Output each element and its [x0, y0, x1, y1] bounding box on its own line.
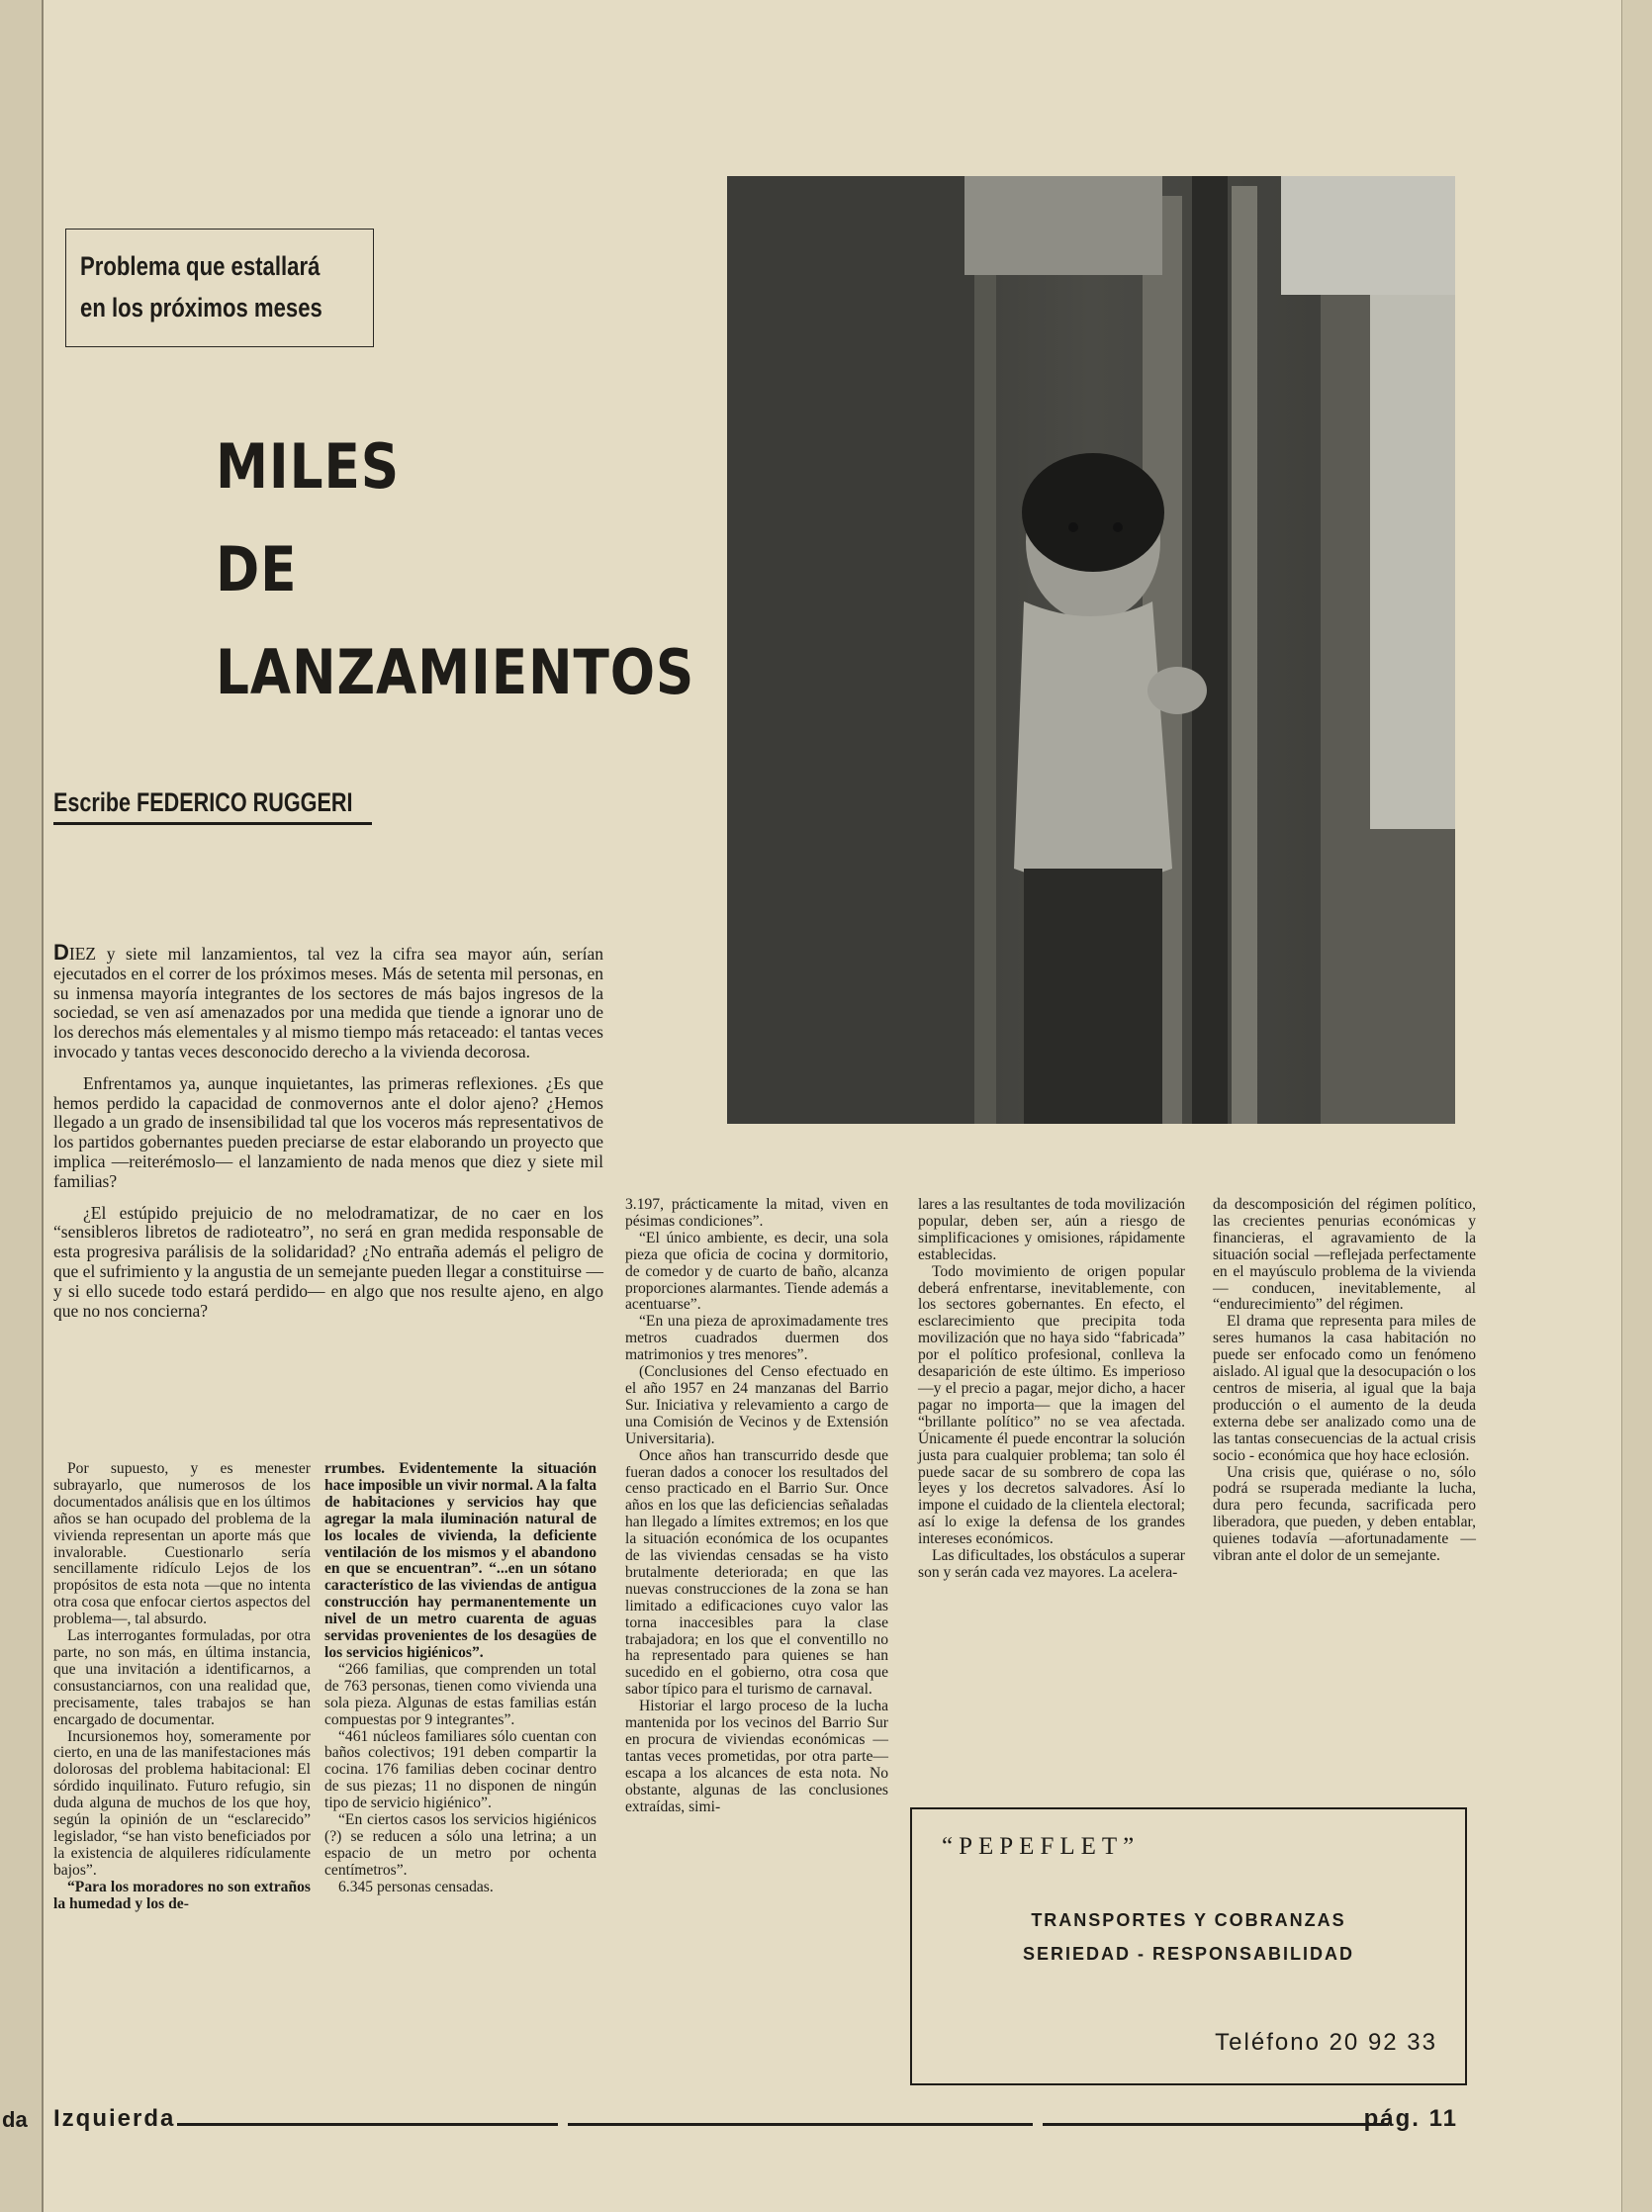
photo-illustration	[727, 176, 1455, 1124]
headline-line-2: DE	[216, 533, 298, 605]
col3-paragraph-1: 3.197, prácticamente la mitad, viven en pésimas condiciones”.	[625, 1196, 888, 1230]
kicker-box	[65, 229, 374, 347]
col2-paragraph-3: “461 núcleos familiares sólo cuentan con baños colectivos; 191 deben compartir la cocina. 176 familias deben cocinar dentro de sus piezas; 11 no disponen de ningún tipo de servicio higiénico”.	[324, 1727, 597, 1812]
body-column-2	[324, 1461, 597, 1896]
col5-paragraph-2: El drama que representa para miles de seres humanos la casa habitación no puede ser enfocado como un fenómeno aislado. Al igual que la desocupación o los centros de miseria, al igual que la baja producción o el aumento de la deuda externa debe ser analizado como una de las tantas consecuencias de la actual crisis socio - económica que hoy hace eclosión.	[1213, 1313, 1476, 1464]
col5-paragraph-1: da descomposición del régimen político, las crecientes penurias económicas y financieras, el agravamiento de la situación social —reflejada perfectamente en el mayúsculo problema de la vivienda— conducen, inevitablemente, al “endurecimiento” del régimen.	[1213, 1196, 1476, 1314]
col2-paragraph-2: “266 familias, que comprenden un total de 763 personas, tienen como vivienda una sola pieza. Algunas de estas familias están compuestas por 9 integrantes”.	[324, 1660, 597, 1728]
pepeflet-advertisement	[910, 1807, 1467, 2085]
binding-edge	[1621, 0, 1652, 2212]
footer-rule	[177, 2123, 558, 2126]
col1-paragraph-4	[53, 1880, 311, 1913]
col1-paragraph-3: Incursionemos hoy, someramente por cierto, en una de las manifestaciones más dolorosas del problema habitacional: El sórdido inquilinato. Futuro refugio, sin duda alguna de muchos de los que hoy, según la opinión de un “esclarecido” legislador, “se han visto beneficiados por la existencia de alquileres ridículamente bajos”.	[53, 1727, 311, 1879]
col1-paragraph-4-text: “Para los moradores no son extraños la humedad y los de-	[53, 1878, 311, 1912]
col3-paragraph-4: (Conclusiones del Censo efectuado en el año 1957 en 24 manzanas del Barrio Sur. Iniciativa y relevamiento a cargo de una Comisión de Vecinos y de Extensión Universitaria).	[625, 1363, 888, 1447]
footer-rule	[568, 2123, 1033, 2126]
body-column-4	[918, 1197, 1185, 1582]
col2-paragraph-1	[324, 1461, 597, 1662]
body-column-5	[1213, 1197, 1476, 1565]
col4-paragraph-3: Las dificultades, los obstáculos a superar son y serán cada vez mayores. La acelera-	[918, 1547, 1185, 1581]
adjacent-page-text: da	[2, 2107, 28, 2132]
col3-paragraph-6: Historiar el largo proceso de la lucha mantenida por los vecinos del Barrio Sur en procura de viviendas económicas —tantas veces prometidas, por otra parte— escapa a los alcances de esta nota. No obstante, algunas de las conclusiones extraídas, simi-	[625, 1698, 888, 1815]
ad-company-name: “PEPEFLET”	[942, 1833, 1141, 1860]
adjacent-page-edge	[0, 0, 44, 2212]
col3-paragraph-5: Once años han transcurrido desde que fueran dados a conocer los resultados del censo practicado en el Barrio Sur. Once años en los que las deficiencias señaladas han llegado a límites extremos; en los que la situación económica de los ocupantes de las viviendas censadas se ha visto brutalmente deteriorada; en que las nuevas construcciones de la zona se han limitado a edificaciones cuyo valor las torna inaccesibles para la clase trabajadora; en los que el conventillo no ha representado para quienes se han sucedido en el gobierno, otra cosa que sabor típico para el turismo de carnaval.	[625, 1446, 888, 1699]
intro-paragraph-3: ¿El estúpido prejuicio de no melodramatizar, de no caer en los “sensibleros libretos de radioteatro”, no será en gran medida responsable de esta progresiva parálisis de la solidaridad? ¿No entraña además el peligro de que el sufrimiento y la angustia de un semejante pueden llegar a constituirse —y si ello sucede todo estará perdido— en algo que nos resulte ajeno, en algo que no nos concierna?	[53, 1202, 603, 1321]
intro-paragraph-2: Enfrentamos ya, aunque inquietantes, las primeras reflexiones. ¿Es que hemos perdido la capacidad de conmovernos ante el dolor ajeno? ¿Hemos llegado a un grado de insensibilidad tal que los voceros más representativos de los partidos gobernantes pueden preciarse de estar elaborando un proyecto que implica —reiterémoslo— el lanzamiento de nada menos que diez y siete mil familias?	[53, 1072, 603, 1191]
headline-line-3: LANZAMIENTOS	[216, 636, 695, 708]
footer-publication: Izquierda	[53, 2105, 176, 2132]
headline	[216, 415, 773, 724]
byline	[53, 787, 372, 825]
headline-line-1: MILES	[216, 430, 401, 503]
intro-paragraph-1-text: IEZ y siete mil lanzamientos, tal vez la cifra sea mayor aún, serían ejecutados en el correr de los próximos meses. Más de setenta mil personas, en su inmensa mayoría integrantes de los sectores de más bajos ingresos de la sociedad, se ven así amenazados por una medida que tiende a ignorar uno de los derechos más elementales y al mismo tiempo más retaceado: el tantas veces invocado y tantas veces desconocido derecho a la vivienda decorosa.	[53, 944, 603, 1061]
col1-paragraph-2: Las interrogantes formuladas, por otra parte, no son más, en última instancia, que una invitación a identificarnos, a consustanciarnos, con una realidad que, precisamente, tales trabajos se han encargado de documentar.	[53, 1627, 311, 1728]
kicker-line-2: en los próximos meses	[80, 293, 322, 323]
col4-paragraph-1: lares a las resultantes de toda movilización popular, deben ser, aún a riesgo de simplificaciones y omisiones, rápidamente establecidas.	[918, 1196, 1185, 1263]
page-footer	[53, 2105, 1458, 2141]
col2-paragraph-1-text: rrumbes. Evidentemente la situación hace imposible un vivir normal. A la falta de habitaciones y servicios hay que agregar la mala iluminación natural de los locales de vivienda, la deficiente ventilación de los mismos y el abandono en que se encuentran”. “...en un sótano característico de las viviendas de antigua construcción hay permanentemente un nivel de un metro cuarenta de aguas servidas provenientes de los desagües de los servicios higiénicos”.	[324, 1460, 597, 1661]
body-column-1	[53, 1461, 311, 1912]
ad-services: TRANSPORTES Y COBRANZAS	[1031, 1910, 1346, 1930]
col2-paragraph-4: “En ciertos casos los servicios higiénicos (?) se reducen a sólo una letrina; a un espacio de un metro por ochenta centímetros”.	[324, 1811, 597, 1879]
kicker-line-1: Problema que estallará	[80, 251, 321, 281]
col3-paragraph-2: “El único ambiente, es decir, una sola pieza que oficia de cocina y dormitorio, de comedor y de cuarto de baño, alcanza proporciones alarmantes. Tiende además a acentuarse”.	[625, 1229, 888, 1314]
body-column-3	[625, 1197, 888, 1816]
drop-cap: D	[53, 940, 69, 965]
col1-paragraph-1: Por supuesto, y es menester subrayarlo, que numerosos de los documentados análisis que en los últimos años se han ocupado del problema de la vivienda representan un aporte más que invalorable. Cuestionarlo sería sencillamente ridículo Lejos de los propósitos de esta nota —que no intenta otra cosa que enfocar ciertos aspectos del problema—, tal absurdo.	[53, 1460, 311, 1628]
child-in-doorway-photo	[727, 176, 1455, 1124]
footer-page-number: pág. 11	[1363, 2105, 1458, 2132]
ad-slogan: SERIEDAD - RESPONSABILIDAD	[1022, 1944, 1355, 1964]
col3-paragraph-3: “En una pieza de aproximadamente tres metros cuadrados duermen dos matrimonios y tres menores”.	[625, 1313, 888, 1364]
col4-paragraph-2: Todo movimiento de origen popular deberá enfrentarse, inevitablemente, con los sectores gobernantes. En efecto, el esclarecimiento que precipita toda movilización que no haya sido “fabricada” por el político profesional, conlleva la desaparición de este último. Es imperioso —y el precio a pagar, mejor dicho, a hacer pagar no importa— que la imagen del “brillante político” no se vea afectada. Únicamente él puede encontrar la solución justa para cualquier problema; tan solo él puede sacar de su sombrero de copa las leyes y los decretos salvadores. Así lo impone el cuidado de la clientela electoral; así lo exige la defensa de los grandes intereses económicos.	[918, 1262, 1185, 1548]
col5-paragraph-3: Una crisis que, quiérase o no, sólo podrá se rsuperada mediante la lucha, dura pero fecunda, sacrificada pero liberadora, que pueden, y deben entablar, quienes todavía —afortunadamente — vibran ante el dolor de un semejante.	[1213, 1463, 1476, 1565]
col2-paragraph-5: 6.345 personas censadas.	[338, 1878, 494, 1895]
intro-paragraph-1	[53, 940, 603, 1062]
byline-text: Escribe FEDERICO RUGGERI	[53, 787, 353, 817]
intro-text	[53, 940, 603, 1333]
ad-phone: Teléfono 20 92 33	[1215, 2029, 1437, 2056]
footer-rule	[1043, 2123, 1389, 2126]
